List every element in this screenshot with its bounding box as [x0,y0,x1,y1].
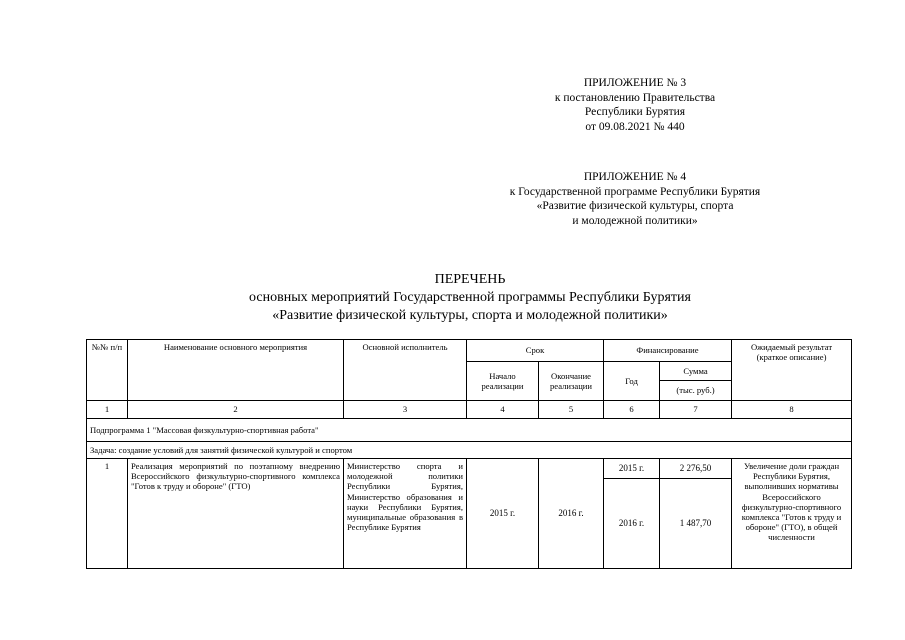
row-1-executor: Министерство спорта и молодежной политики Республики Бурятия, Министерство образования и науки Республики Бурятия, муниципальные образования в Республике Бурятия [344,459,467,569]
appendix-3-date: от 09.08.2021 № 440 [585,120,685,133]
title-line-3: «Развитие физической культуры, спорта и молодежной политики» [272,308,668,323]
header-result: Ожидаемый результат (краткое описание) [732,340,852,401]
title-line-1: ПЕРЕЧЕНЬ [434,272,506,287]
header-executor: Основной исполнитель [344,340,467,401]
row-1-year-2016: 2016 г. [604,479,660,569]
header-term: Срок [467,340,604,362]
column-numbers-row [87,401,852,419]
col-number-4: 4 [467,401,539,419]
row-1-result: Увеличение доли граждан Республики Бурятия, выполнивших нормативы Всероссийского физкультурно-спортивного комплекса "Готов к труду и обороне" (ГТО), в общей численности [732,459,852,569]
header-num: №№ п/п [87,340,128,401]
col-number-2: 2 [128,401,344,419]
header-name: Наименование основного мероприятия [128,340,344,401]
header-term-start: Начало реализации [467,362,539,401]
subprogram-title: Подпрограмма 1 "Массовая физкультурно-спортивная работа" [87,419,852,442]
col-number-3: 3 [344,401,467,419]
header-sum-unit: (тыс. руб.) [660,381,732,401]
task-row [87,442,852,459]
col-number-8: 8 [732,401,852,419]
appendix-3-line-2: к постановлению Правительства [554,91,716,104]
col-number-6: 6 [604,401,660,419]
col-number-5: 5 [539,401,604,419]
row-1-name: Реализация мероприятий по поэтапному внедрению Всероссийского физкультурно-спортивного комплекса "Готов к труду и обороне" (ГТО) [128,459,344,569]
appendix-3-title: ПРИЛОЖЕНИЕ № 3 [583,77,687,89]
subprogram-row [87,419,852,442]
row-1-end: 2016 г. [539,459,604,569]
appendix-3-line-3: Республики Бурятия [584,106,686,118]
header-year: Год [604,362,660,401]
col-number-1: 1 [87,401,128,419]
row-1-sum-2015: 2 276,50 [660,459,732,479]
title-line-2: основных мероприятий Государственной программы Республики Бурятия [249,290,691,305]
header-sum: Сумма [660,362,732,381]
appendix-4-line-3: «Развитие физической культуры, спорта [536,200,734,212]
activities-table [86,339,852,569]
header-financing: Финансирование [604,340,732,362]
appendix-4-line-4: и молодежной политики» [572,214,698,227]
appendix-3-header [540,76,730,134]
row-1-start: 2015 г. [467,459,539,569]
task-title: Задача: создание условий для занятий физической культурой и спортом [87,442,852,459]
appendix-4-header [470,170,800,228]
row-1-num: 1 [87,459,128,569]
appendix-4-title: ПРИЛОЖЕНИЕ № 4 [583,171,687,183]
document-title [150,271,790,325]
header-row-1 [87,340,852,362]
header-term-end: Окончание реализации [539,362,604,401]
row-1-sum-2016: 1 487,70 [660,479,732,569]
appendix-4-line-2: к Государственной программе Республики Бурятия [509,185,761,198]
col-number-7: 7 [660,401,732,419]
row-1-year-2015: 2015 г. [604,459,660,479]
table-row [87,459,852,479]
